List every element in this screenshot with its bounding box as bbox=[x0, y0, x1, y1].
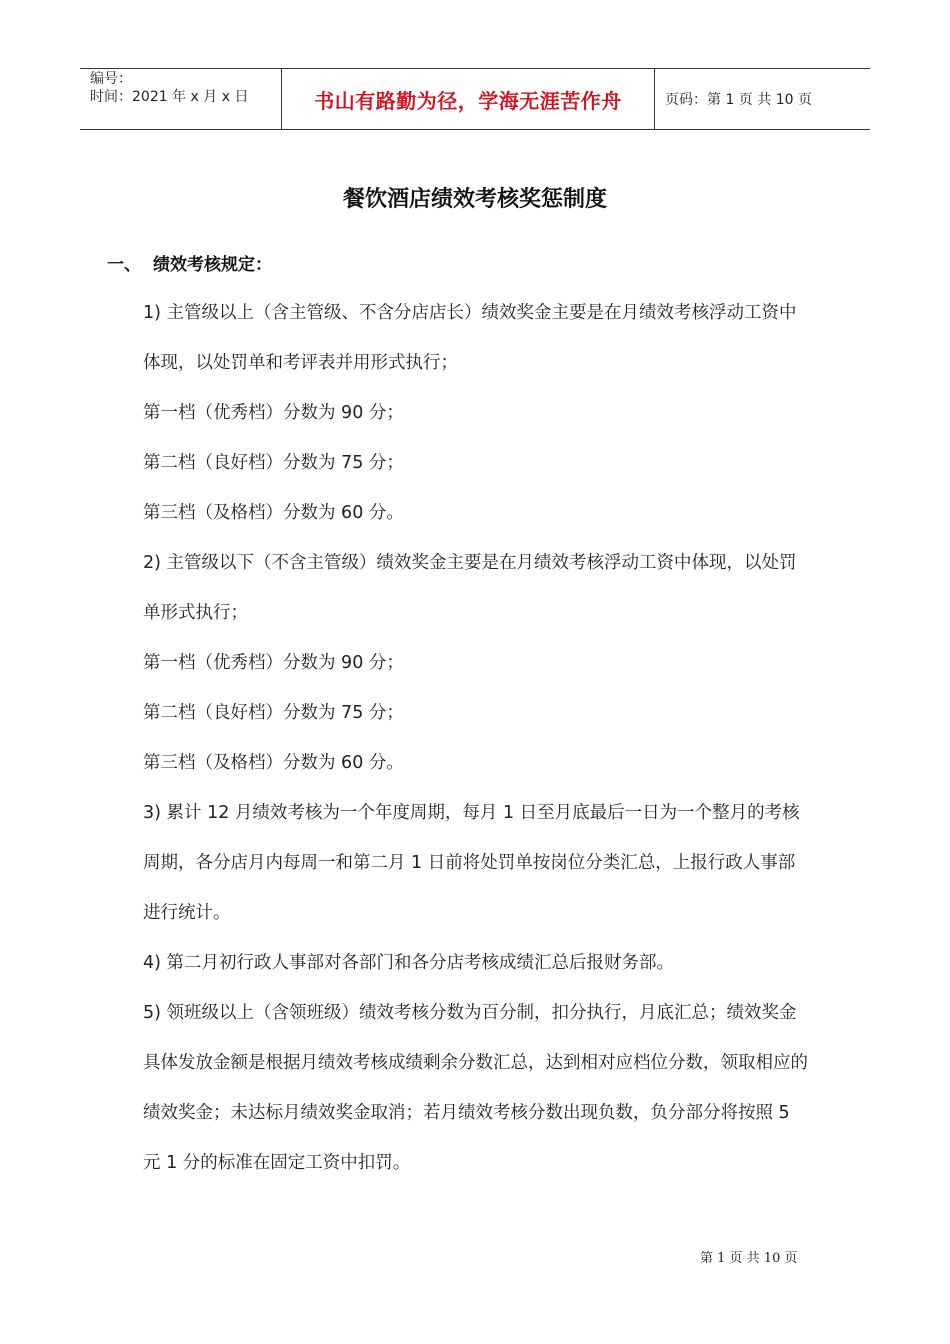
paragraph: 3) 累计 12 月绩效考核为一个年度周期，每月 1 日至月底最后一日为一个整月的考核周期，各分店月内每周一和第二月 1 日前将处罚单按岗位分类汇总，上报行政人事部进行统计。 bbox=[143, 803, 800, 923]
paragraph: 第二档（良好档）分数为 75 分； bbox=[143, 703, 404, 723]
header-motto-cell bbox=[281, 69, 655, 129]
date-label: 时间：2021 年 x 月 x 日 bbox=[90, 89, 249, 105]
paragraph: 第三档（及格档）分数为 60 分。 bbox=[143, 753, 404, 773]
document-header bbox=[80, 68, 870, 130]
header-meta bbox=[80, 69, 280, 129]
paragraph: 第一档（优秀档）分数为 90 分； bbox=[143, 403, 404, 423]
body-text bbox=[143, 288, 811, 1188]
header-motto: 书山有路勤为径，学海无涯苦作舟 bbox=[314, 88, 622, 113]
serial-number-label: 编号： bbox=[90, 71, 132, 87]
section-heading-text: 绩效考核规定： bbox=[153, 255, 272, 275]
paragraph: 第一档（优秀档）分数为 90 分； bbox=[143, 653, 404, 673]
document-title: 餐饮酒店绩效考核奖惩制度 bbox=[342, 187, 607, 212]
footer-page-number: 第 1 页 共 10 页 bbox=[700, 1251, 798, 1266]
paragraph: 2) 主管级以下（不含主管级）绩效奖金主要是在月绩效考核浮动工资中体现，以处罚单形式执行； bbox=[143, 553, 797, 623]
section-heading bbox=[107, 250, 272, 275]
paragraph: 第二档（良好档）分数为 75 分； bbox=[143, 453, 404, 473]
header-page-info: 页码：第 1 页 共 10 页 bbox=[665, 92, 812, 108]
header-page-cell bbox=[655, 69, 870, 129]
paragraph: 第三档（及格档）分数为 60 分。 bbox=[143, 503, 404, 523]
section-number: 一、 bbox=[107, 255, 141, 275]
paragraph: 4) 第二月初行政人事部对各部门和各分店考核成绩汇总后报财务部。 bbox=[143, 953, 675, 973]
paragraph: 5) 领班级以上（含领班级）绩效考核分数为百分制，扣分执行，月底汇总；绩效奖金具体发放金额是根据月绩效考核成绩剩余分数汇总，达到相对应档位分数，领取相应的绩效奖金；未达标月绩效奖金取消；若月绩效考核分数出现负数，负分部分将按照 5 元 1 分的标准在固定工资中扣罚。 bbox=[143, 1003, 808, 1173]
paragraph: 1) 主管级以上（含主管级、不含分店店长）绩效奖金主要是在月绩效考核浮动工资中体现，以处罚单和考评表并用形式执行； bbox=[143, 303, 797, 373]
